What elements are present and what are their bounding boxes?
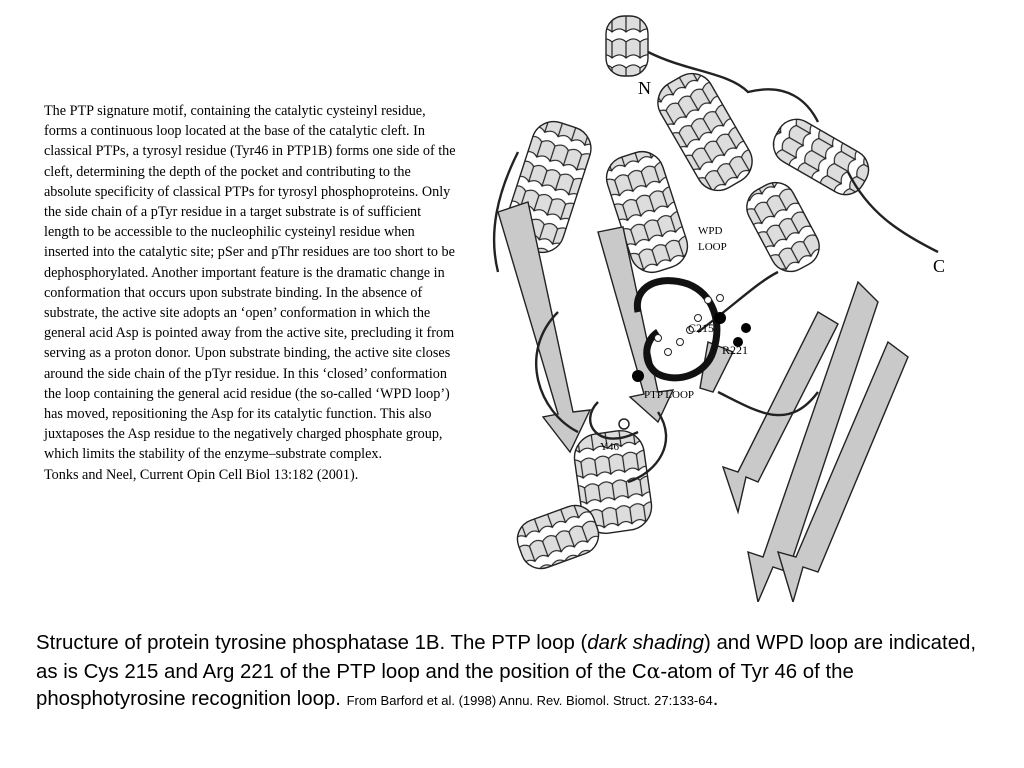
protein-structure-figure <box>458 12 966 602</box>
alpha-symbol: α <box>646 658 661 683</box>
caption-end: . <box>712 688 719 710</box>
alpha-helices <box>499 16 875 574</box>
label-c-terminus: C <box>933 256 946 276</box>
atom-c215 <box>714 312 726 324</box>
caption-text-2: ) and WPD loop are indicated, as is Cys 215 and Arg 221 of the PTP loop and the position of the C <box>36 632 977 683</box>
helix <box>606 16 648 76</box>
atom-y46 <box>619 419 629 429</box>
label-r221: R221 <box>722 343 749 357</box>
label-wpd: WPD <box>698 225 723 237</box>
citation: Tonks and Neel, Current Opin Cell Biol 13:182 (2001). <box>44 466 359 483</box>
caption-italic: dark shading <box>587 632 705 654</box>
body-paragraph-text: The PTP signature motif, containing the catalytic cysteinyl residue, forms a continuous loop located at the base of the catalytic cleft. In classical PTPs, a tyrosyl residue (Tyr46 in PTP1B) forms one side of the cleft, determining the depth of the pocket and contributing to the absolute specificity of classical PTPs for tyrosyl phosphoproteins. Only the side chain of a pTyr residue in a target substrate is of sufficient length to be accessible to the nucleophilic cysteinyl residue when inserted into the catalytic site; pSer and pThr residues are too short to be dephosphorylated. Another important feature is the dramatic change in conformation that occurs upon substrate binding. In the absence of substrate, the active site adopts an ‘open’ conformation in which the general acid Asp is pointed away from the active site, precluding it from serving as a proton donor. Upon substrate binding, the active site closes around the side chain of the pTyr residue. In this ‘closed’ conformation the loop containing the general acid residue (the so-called ‘WPD loop’) has moved, repositioning the Asp for its catalytic function. This also juxtaposes the Asp residue to the negatively charged phosphate group, which limits the stability of the enzyme–substrate complex. <box>44 103 456 463</box>
figure-caption <box>36 630 996 715</box>
body-paragraph <box>44 101 456 485</box>
label-y46: Y46 <box>600 441 619 453</box>
label-c215: C215 <box>688 321 715 335</box>
helix <box>740 176 826 279</box>
label-wpd-loop: LOOP <box>698 241 727 253</box>
atom-ptp <box>632 370 644 382</box>
caption-text-3: -atom of Tyr 46 of the phosphotyrosine recognition loop. <box>36 660 854 710</box>
atom-r221 <box>741 323 751 333</box>
body-text-block <box>44 101 456 485</box>
caption-text-1: Structure of protein tyrosine phosphatase 1B. The PTP loop ( <box>36 632 588 654</box>
label-ptp-loop: PTP LOOP <box>644 389 695 401</box>
label-n-terminus: N <box>638 78 651 98</box>
caption-source: From Barford et al. (1998) Annu. Rev. Biomol. Struct. 27:133-64 <box>346 693 713 708</box>
ribbon-diagram <box>458 12 966 602</box>
